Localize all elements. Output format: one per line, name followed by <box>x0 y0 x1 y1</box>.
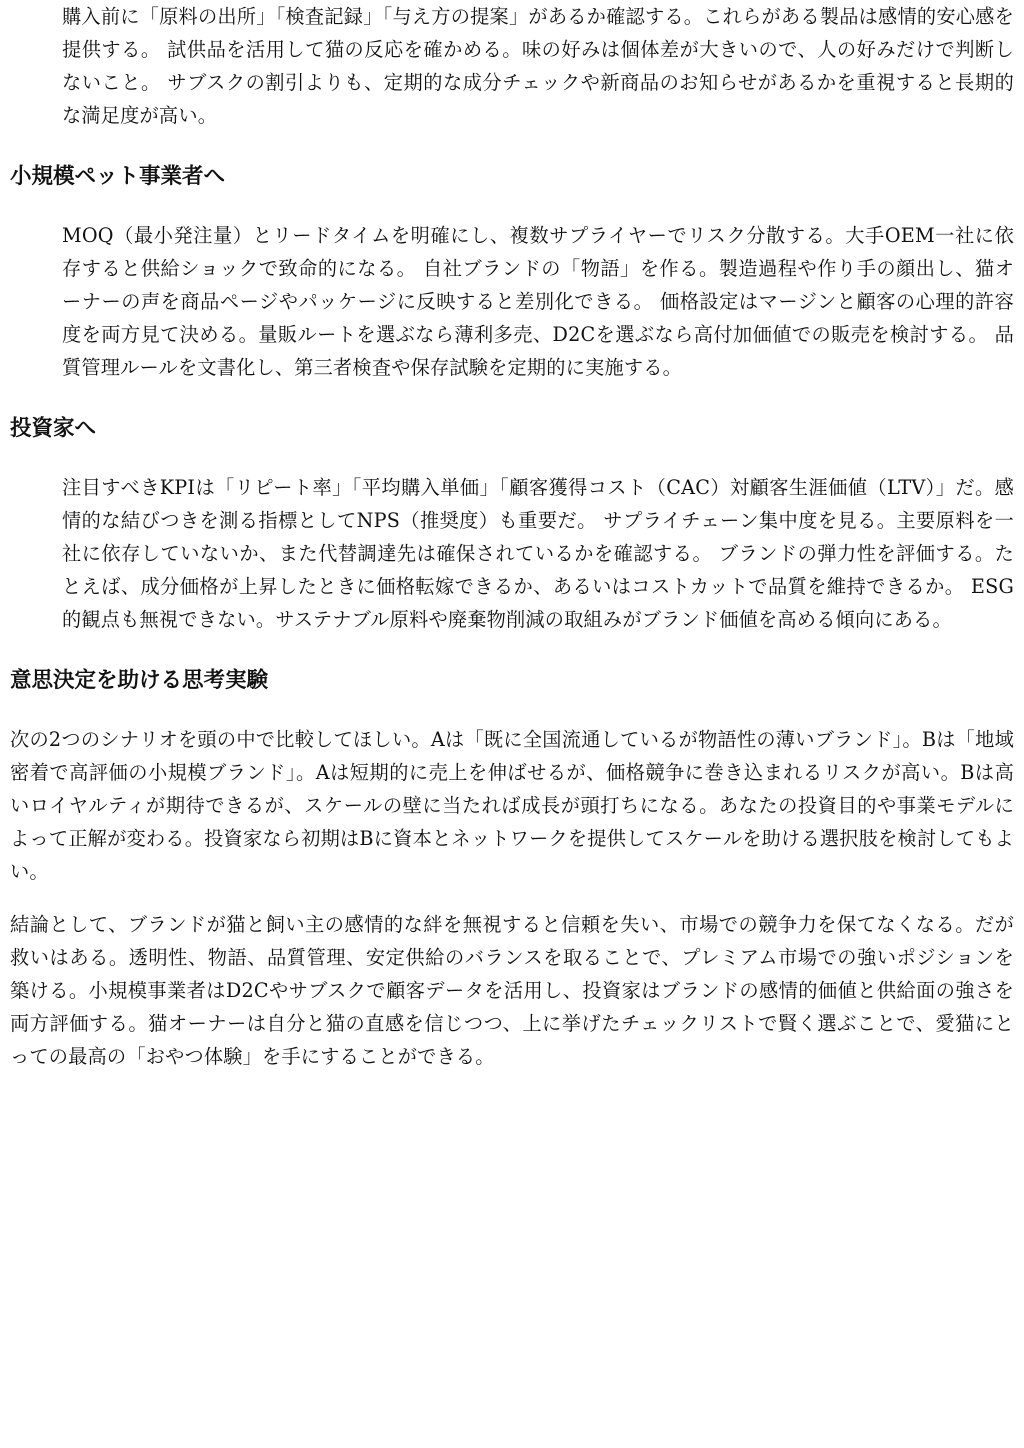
intro-paragraph: 購入前に「原料の出所」「検査記録」「与え方の提案」があるか確認する。これらがある製品は感情的安心感を提供する。 試供品を活用して猫の反応を確かめる。味の好みは個体差が大きいので、人の好みだけで判断しないこと。 サブスクの割引よりも、定期的な成分チェックや新商品のお知らせがあるかを重視すると長期的な満足度が高い。 <box>62 5 1014 127</box>
investors-paragraph: 注目すべきKPIは「リピート率」「平均購入単価」「顧客獲得コスト（CAC）対顧客生涯価値（LTV）」だ。感情的な結びつきを測る指標としてNPS（推奨度）も重要だ。 サプライチェーン集中度を見る。主要原料を一社に依存していないか、また代替調達先は確保されているかを確認する。 ブランドの弾力性を評価する。たとえば、成分価格が上昇したときに価格転嫁できるか、あるいはコストカットで品質を維持できるか。 ESG的観点も無視できない。サステナブル原料や廃棄物削減の取組みがブランド価値を高める傾向にある。 <box>62 476 1014 631</box>
section-heading-thought-experiment: 意思決定を助ける思考実験 <box>10 668 269 693</box>
conclusion-paragraph: 結論として、ブランドが猫と飼い主の感情的な絆を無視すると信頼を失い、市場での競争力を保てなくなる。だが救いはある。透明性、物語、品質管理、安定供給のバランスを取ることで、プレミアム市場での強いポジションを築ける。小規模事業者はD2Cやサブスクで顧客データを活用し、投資家はブランドの感情的価値と供給面の強さを両方評価する。猫オーナーは自分と猫の直感を信じつつ、上に挙げたチェックリストで賢く選ぶことで、愛猫にとっての最高の「おやつ体験」を手にすることができる。 <box>10 913 1014 1068</box>
section-heading-small-business: 小規模ペット事業者へ <box>10 164 226 189</box>
small-business-paragraph: MOQ（最小発注量）とリードタイムを明確にし、複数サプライヤーでリスク分散する。大手OEM一社に依存すると供給ショックで致命的になる。 自社ブランドの「物語」を作る。製造過程や作り手の顔出し、猫オーナーの声を商品ページやパッケージに反映すると差別化できる。 価格設定はマージンと顧客の心理的許容度を両方見て決める。量販ルートを選ぶなら薄利多売、D2Cを選ぶなら高付加価値での販売を検討する。 品質管理ルールを文書化し、第三者検査や保存試験を定期的に実施する。 <box>62 224 1014 379</box>
section-heading-investors: 投資家へ <box>10 416 97 441</box>
thought-experiment-paragraph: 次の2つのシナリオを頭の中で比較してほしい。Aは「既に全国流通しているが物語性の薄いブランド」。Bは「地域密着で高評価の小規模ブランド」。Aは短期的に売上を伸ばせるが、価格競争に巻き込まれるリスクが高い。Bは高いロイヤルティが期待できるが、スケールの壁に当たれば成長が頭打ちになる。あなたの投資目的や事業モデルによって正解が変わる。投資家なら初期はBに資本とネットワークを提供してスケールを助ける選択肢を検討してもよい。 <box>10 728 1014 883</box>
